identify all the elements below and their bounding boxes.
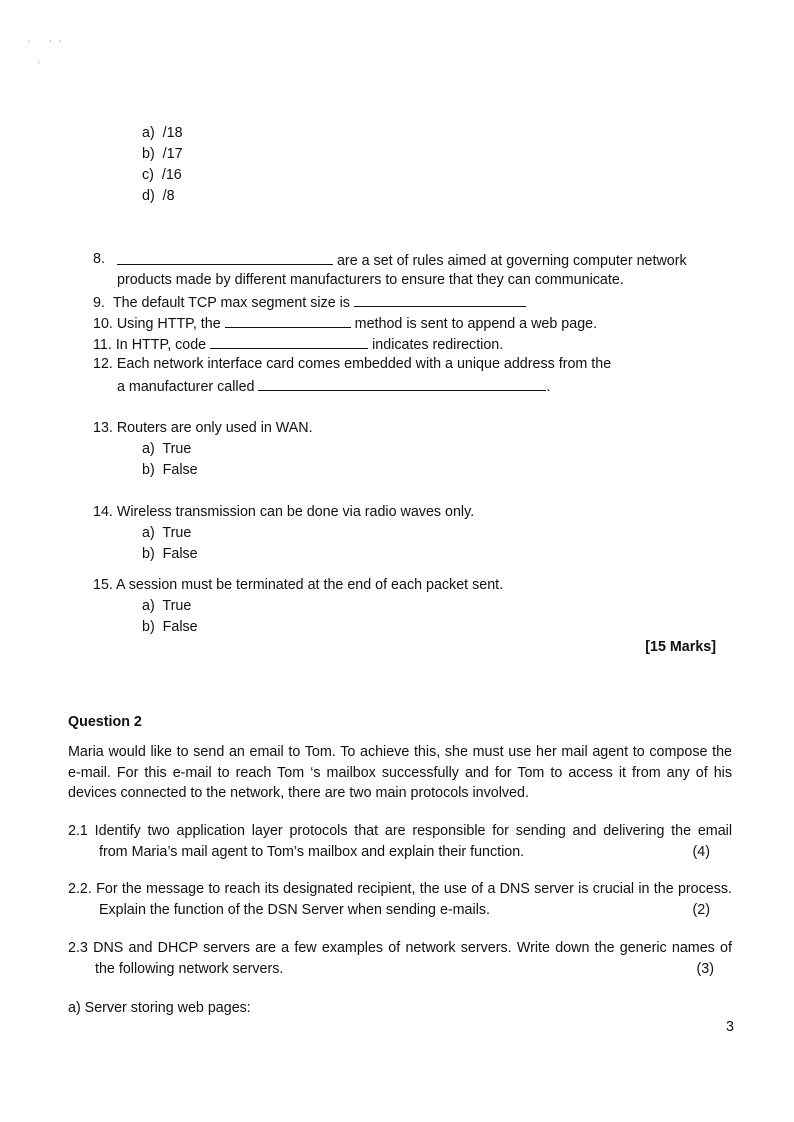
option-label: d) [142, 188, 155, 204]
page-number: 3 [726, 1019, 734, 1035]
q11 [93, 333, 503, 356]
answer-blank [225, 312, 351, 328]
answer-blank [258, 375, 546, 391]
marks-total: [15 Marks] [645, 639, 716, 655]
q12-end: . [546, 379, 551, 395]
q12-line1 [93, 354, 611, 375]
q12-number: 12. [93, 356, 113, 372]
option-a [142, 123, 183, 144]
q9-text: The default TCP max segment size is [112, 295, 350, 311]
answer-blank [210, 333, 368, 349]
answer-blank [117, 249, 333, 265]
option-label: b) [142, 546, 155, 562]
q12-text-line2: a manufacturer called [117, 379, 255, 395]
q14-text: 14. Wireless transmission can be done via radio waves only. [93, 504, 475, 520]
q22-text: Explain the function of the DSN Server when sending e-mails. [99, 901, 490, 918]
q23-text: the following network servers. [95, 960, 284, 977]
question-2-2 [68, 879, 732, 920]
q8-line1 [117, 249, 687, 272]
q11-text-after: indicates redirection. [372, 337, 504, 353]
option-label: b) [142, 146, 155, 162]
q13-option-b [142, 460, 198, 481]
q10-text-after: method is sent to append a web page. [354, 316, 598, 332]
option-text: /8 [162, 188, 175, 204]
q9 [93, 291, 526, 314]
q12-text: Each network interface card comes embedded with a unique address from the [116, 356, 612, 372]
q11-number: 11. [93, 337, 112, 353]
scan-speck-marks: ' ' ' ' [28, 39, 61, 70]
question-2-1 [68, 821, 732, 862]
option-text: /16 [161, 167, 182, 183]
q13-option-a [142, 439, 191, 460]
q22-line1: 2.2. For the message to reach its designated recipient, the use of a DNS server is crucial in the process. [68, 881, 732, 897]
option-text: /18 [162, 125, 183, 141]
q23-marks: (3) [696, 960, 714, 977]
option-b [142, 144, 183, 165]
q23-line1: 2.3 DNS and DHCP servers are a few examples of network servers. Write down the generic names of [68, 940, 732, 956]
q15-option-b [142, 617, 198, 638]
q10-number: 10. [93, 316, 113, 332]
question-2-intro: Maria would like to send an email to Tom. To achieve this, she must use her mail agent to compose the e-mail. For this e-mail to reach Tom ‘s mailbox successfully and for Tom to access it from any of his devices connected to the network, there are two main protocols involved. [68, 744, 732, 801]
option-label: a) [142, 125, 155, 141]
q8-text: are a set of rules aimed at governing computer network [336, 253, 687, 269]
option-label: c) [142, 167, 154, 183]
question-2-heading: Question 2 [68, 714, 142, 730]
q10 [93, 312, 597, 335]
option-text: False [162, 546, 198, 562]
option-text: True [162, 441, 192, 457]
q21-marks: (4) [692, 843, 710, 860]
q22-line2 [68, 900, 732, 921]
option-label: b) [142, 462, 155, 478]
q12-line2 [117, 375, 550, 398]
q21-line2 [68, 842, 732, 863]
option-c [142, 165, 182, 186]
option-text: False [162, 619, 198, 635]
q22-marks: (2) [692, 901, 710, 918]
option-label: b) [142, 619, 155, 635]
option-label: a) [142, 525, 155, 541]
q21-line1: 2.1 Identify two application layer protocols that are responsible for sending and delivering the email [68, 823, 732, 839]
q8-line2: products made by different manufacturers to ensure that they can communicate. [117, 272, 624, 288]
q11-text-before: In HTTP, code [115, 337, 207, 353]
option-text: False [162, 462, 198, 478]
q8-number: 8. [93, 251, 105, 267]
option-text: True [162, 598, 192, 614]
q23-item-a: a) Server storing web pages: [68, 1000, 251, 1016]
question-2-3 [68, 938, 732, 979]
q14-option-a [142, 523, 191, 544]
q15-text: 15. A session must be terminated at the end of each packet sent. [93, 577, 504, 593]
answer-blank [354, 291, 526, 307]
option-label: a) [142, 441, 155, 457]
q10-text-before: Using HTTP, the [116, 316, 221, 332]
q15-option-a [142, 596, 191, 617]
option-text: True [162, 525, 192, 541]
q23-line2 [68, 959, 732, 980]
option-d [142, 186, 175, 207]
q14-option-b [142, 544, 198, 565]
q21-text: from Maria’s mail agent to Tom’s mailbox and explain their function. [99, 843, 525, 860]
option-text: /17 [162, 146, 183, 162]
option-label: a) [142, 598, 155, 614]
q13-text: 13. Routers are only used in WAN. [93, 420, 313, 436]
q9-number: 9. [93, 295, 105, 311]
